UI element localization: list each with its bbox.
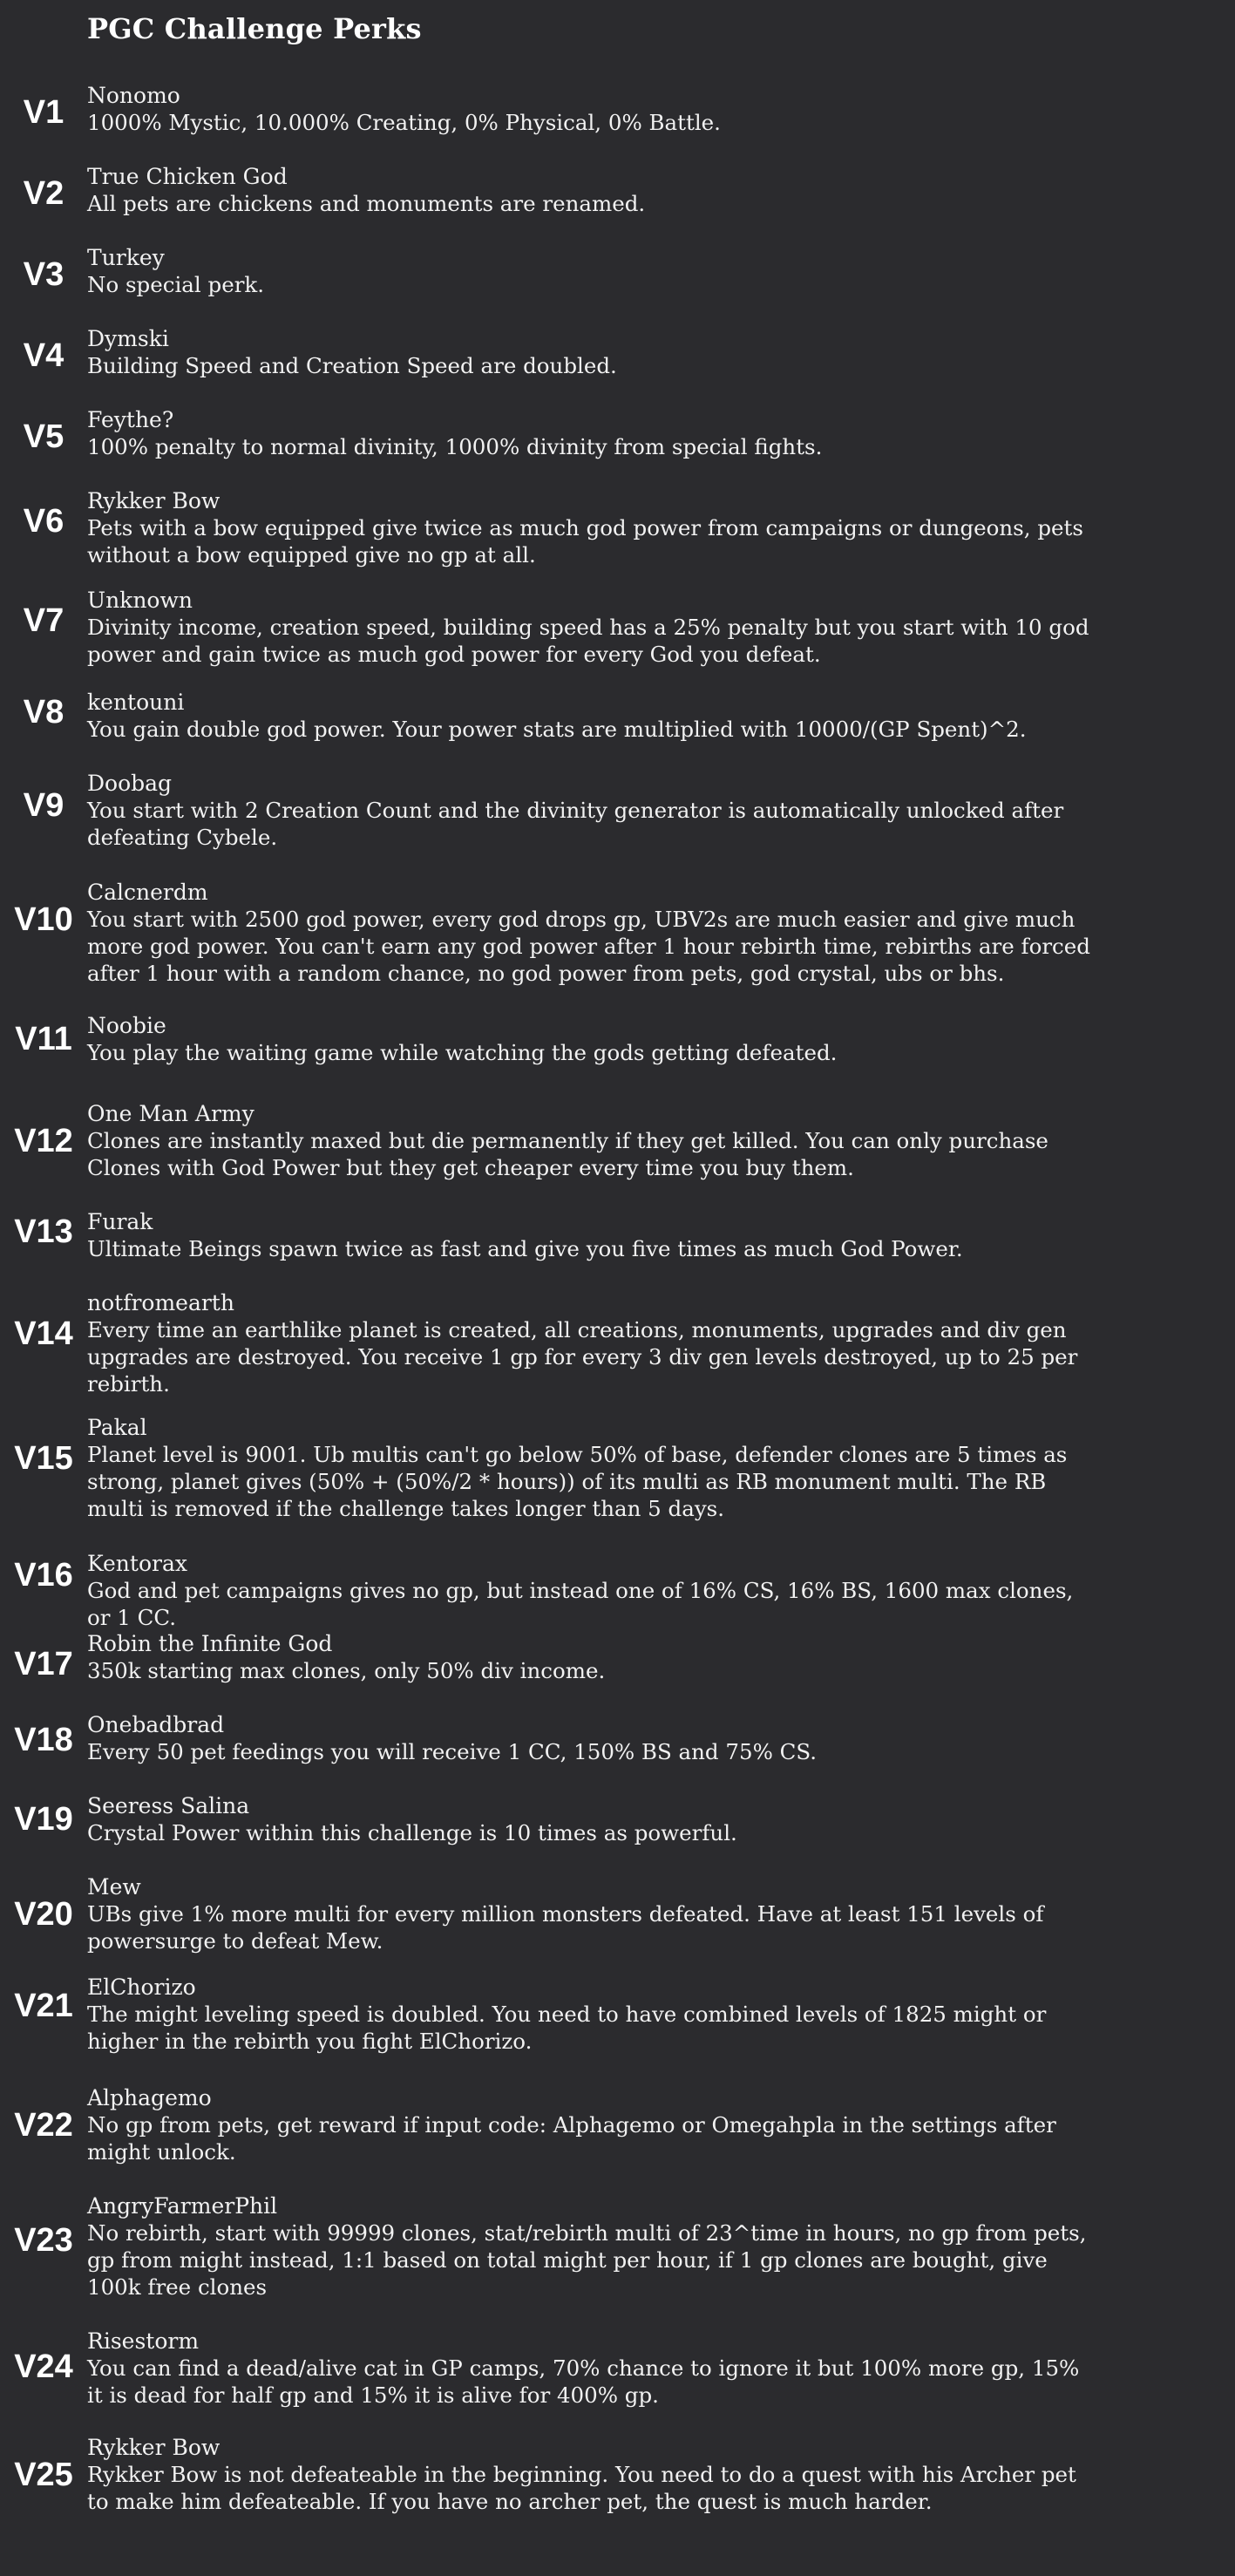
perk-name: Noobie xyxy=(87,1013,166,1038)
perk-content xyxy=(87,770,1098,851)
perk-version-label: V25 xyxy=(14,2457,73,2493)
perk-version-label: V22 xyxy=(14,2107,73,2144)
perk-name: AngryFarmerPhil xyxy=(87,2193,278,2219)
perk-version-label: V4 xyxy=(23,337,64,374)
perk-name: Mew xyxy=(87,1874,141,1900)
perk-content xyxy=(87,487,1098,568)
perk-description: 1000% Mystic, 10.000% Creating, 0% Physical, 0% Battle. xyxy=(87,110,721,135)
perk-name: Robin the Infinite God xyxy=(87,1631,333,1656)
perk-content xyxy=(87,1208,1098,1262)
perk-name: Rykker Bow xyxy=(87,2435,221,2460)
perk-content xyxy=(87,1974,1098,2055)
perk-content xyxy=(87,163,1098,217)
perk-description: Every 50 pet feedings you will receive 1 CC, 150% BS and 75% CS. xyxy=(87,1739,818,1764)
perk-version-label: V13 xyxy=(14,1213,73,1250)
perk-content xyxy=(87,325,1098,379)
perk-version-label: V23 xyxy=(14,2222,73,2259)
perk-name: Feythe? xyxy=(87,407,174,432)
perk-description: You start with 2500 god power, every god drops gp, UBV2s are much easier and give much more god power. You can't earn any god power after 1 hour rebirth time, rebirths are forced after 1 hour with a random chance, no god power from pets, god crystal, ubs or bhs. xyxy=(87,907,1090,986)
perk-name: Kentorax xyxy=(87,1551,187,1576)
perk-version-label: V2 xyxy=(23,175,64,212)
perk-description: All pets are chickens and monuments are renamed. xyxy=(87,191,646,216)
perk-name: Seeress Salina xyxy=(87,1793,250,1818)
perk-content xyxy=(87,1012,1098,1066)
perk-content xyxy=(87,406,1098,460)
perk-description: You gain double god power. Your power stats are multiplied with 10000/(GP Spent)^2. xyxy=(87,717,1027,742)
perk-version-label: V15 xyxy=(14,1440,73,1477)
perk-version-label: V10 xyxy=(14,901,73,938)
perk-description: 350k starting max clones, only 50% div income. xyxy=(87,1658,606,1683)
perk-content xyxy=(87,1414,1098,1522)
perk-description: No special perk. xyxy=(87,272,265,297)
perk-version-label: V1 xyxy=(23,94,64,131)
perk-description: 100% penalty to normal divinity, 1000% divinity from special fights. xyxy=(87,434,823,459)
perk-name: Unknown xyxy=(87,588,193,613)
perk-version-label: V21 xyxy=(14,1988,73,2024)
perk-version-label: V16 xyxy=(14,1557,73,1594)
perk-name: Pakal xyxy=(87,1415,147,1440)
perk-content xyxy=(87,2328,1098,2409)
perk-description: You play the waiting game while watching the gods getting defeated. xyxy=(87,1040,838,1065)
perk-description: UBs give 1% more multi for every million monsters defeated. Have at least 151 levels of powersurge to defeat Mew. xyxy=(87,1901,1044,1954)
perk-name: One Man Army xyxy=(87,1101,254,1126)
perk-name: Nonomo xyxy=(87,83,180,108)
perk-version-label: V11 xyxy=(15,1021,72,1057)
perk-version-label: V8 xyxy=(23,694,64,731)
perk-content xyxy=(87,1630,1098,1684)
perk-description: Crystal Power within this challenge is 10 times as powerful. xyxy=(87,1820,737,1845)
perk-description: You can find a dead/alive cat in GP camps, 70% chance to ignore it but 100% more gp, 15% it is dead for half gp and 15% it is alive for 400% gp. xyxy=(87,2355,1080,2408)
perk-description: Pets with a bow equipped give twice as much god power from campaigns or dungeons, pets without a bow equipped give no gp at all. xyxy=(87,515,1083,568)
perk-name: notfromearth xyxy=(87,1290,234,1315)
perk-content xyxy=(87,689,1098,743)
perk-content xyxy=(87,2434,1098,2515)
perk-version-label: V14 xyxy=(14,1315,73,1352)
perk-description: Planet level is 9001. Ub multis can't go below 50% of base, defender clones are 5 times as strong, planet gives (50% + (50%/2 * hours)) of its multi as RB monument multi. The RB multi is removed if the challenge takes longer than 5 days. xyxy=(87,1442,1068,1521)
perk-content xyxy=(87,1100,1098,1181)
perk-name: Calcnerdm xyxy=(87,880,208,905)
perk-version-label: V24 xyxy=(14,2348,73,2385)
perk-description: The might leveling speed is doubled. You need to have combined levels of 1825 might or higher in the rebirth you fight ElChorizo. xyxy=(87,2002,1047,2054)
perk-content xyxy=(87,879,1098,987)
perk-version-label: V20 xyxy=(14,1896,73,1933)
perk-description: Clones are instantly maxed but die permanently if they get killed. You can only purchase Clones with God Power but they get cheaper every time you buy them. xyxy=(87,1128,1048,1180)
perk-name: Doobag xyxy=(87,771,173,796)
perk-content xyxy=(87,244,1098,298)
perk-version-label: V9 xyxy=(23,787,64,824)
perk-name: True Chicken God xyxy=(87,164,288,189)
perk-name: Rykker Bow xyxy=(87,488,221,513)
perk-name: Risestorm xyxy=(87,2328,200,2354)
perk-content xyxy=(87,1873,1098,1954)
page-title: PGC Challenge Perks xyxy=(87,12,422,45)
perk-description: No rebirth, start with 99999 clones, stat/rebirth multi of 23^time in hours, no gp from pets, gp from might instead, 1:1 based on total might per hour, if 1 gp clones are bought, give 100k free clones xyxy=(87,2220,1087,2300)
perk-description: Every time an earthlike planet is created, all creations, monuments, upgrades and div gen upgrades are destroyed. You receive 1 gp for every 3 div gen levels destroyed, up to 25 per rebirth. xyxy=(87,1317,1078,1397)
perk-version-label: V17 xyxy=(14,1646,73,1682)
perk-description: No gp from pets, get reward if input code: Alphagemo or Omegahpla in the settings after might unlock. xyxy=(87,2112,1056,2165)
perk-version-label: V7 xyxy=(23,602,64,639)
perk-content xyxy=(87,1550,1098,1631)
perk-description: Building Speed and Creation Speed are doubled. xyxy=(87,353,617,378)
perk-description: Rykker Bow is not defeateable in the beginning. You need to do a quest with his Archer pet to make him defeateable. If you have no archer pet, the quest is much harder. xyxy=(87,2462,1076,2514)
perk-description: Divinity income, creation speed, building speed has a 25% penalty but you start with 10 god power and gain twice as much god power for every God you defeat. xyxy=(87,615,1089,667)
perk-version-label: V18 xyxy=(14,1722,73,1758)
perk-content xyxy=(87,1792,1098,1846)
perk-name: Furak xyxy=(87,1209,153,1234)
perk-name: Dymski xyxy=(87,326,169,351)
perk-version-label: V19 xyxy=(14,1801,73,1838)
perk-name: kentouni xyxy=(87,690,185,715)
perk-name: ElChorizo xyxy=(87,1974,196,2000)
perk-content xyxy=(87,82,1098,136)
perk-version-label: V5 xyxy=(23,418,64,455)
perk-content xyxy=(87,587,1098,668)
perk-description: God and pet campaigns gives no gp, but instead one of 16% CS, 16% BS, 1600 max clones, or 1 CC. xyxy=(87,1578,1074,1630)
perk-name: Onebadbrad xyxy=(87,1712,225,1737)
perk-version-label: V3 xyxy=(23,256,64,293)
perk-version-label: V6 xyxy=(23,503,64,540)
perk-content xyxy=(87,1289,1098,1397)
perk-content xyxy=(87,2192,1098,2301)
perk-content xyxy=(87,1711,1098,1765)
perk-version-label: V12 xyxy=(14,1123,73,1159)
perk-name: Turkey xyxy=(87,245,165,270)
perk-content xyxy=(87,2084,1098,2165)
perk-description: Ultimate Beings spawn twice as fast and give you five times as much God Power. xyxy=(87,1236,963,1261)
perk-name: Alphagemo xyxy=(87,2085,212,2110)
perk-description: You start with 2 Creation Count and the divinity generator is automatically unlocked after defeating Cybele. xyxy=(87,798,1064,850)
